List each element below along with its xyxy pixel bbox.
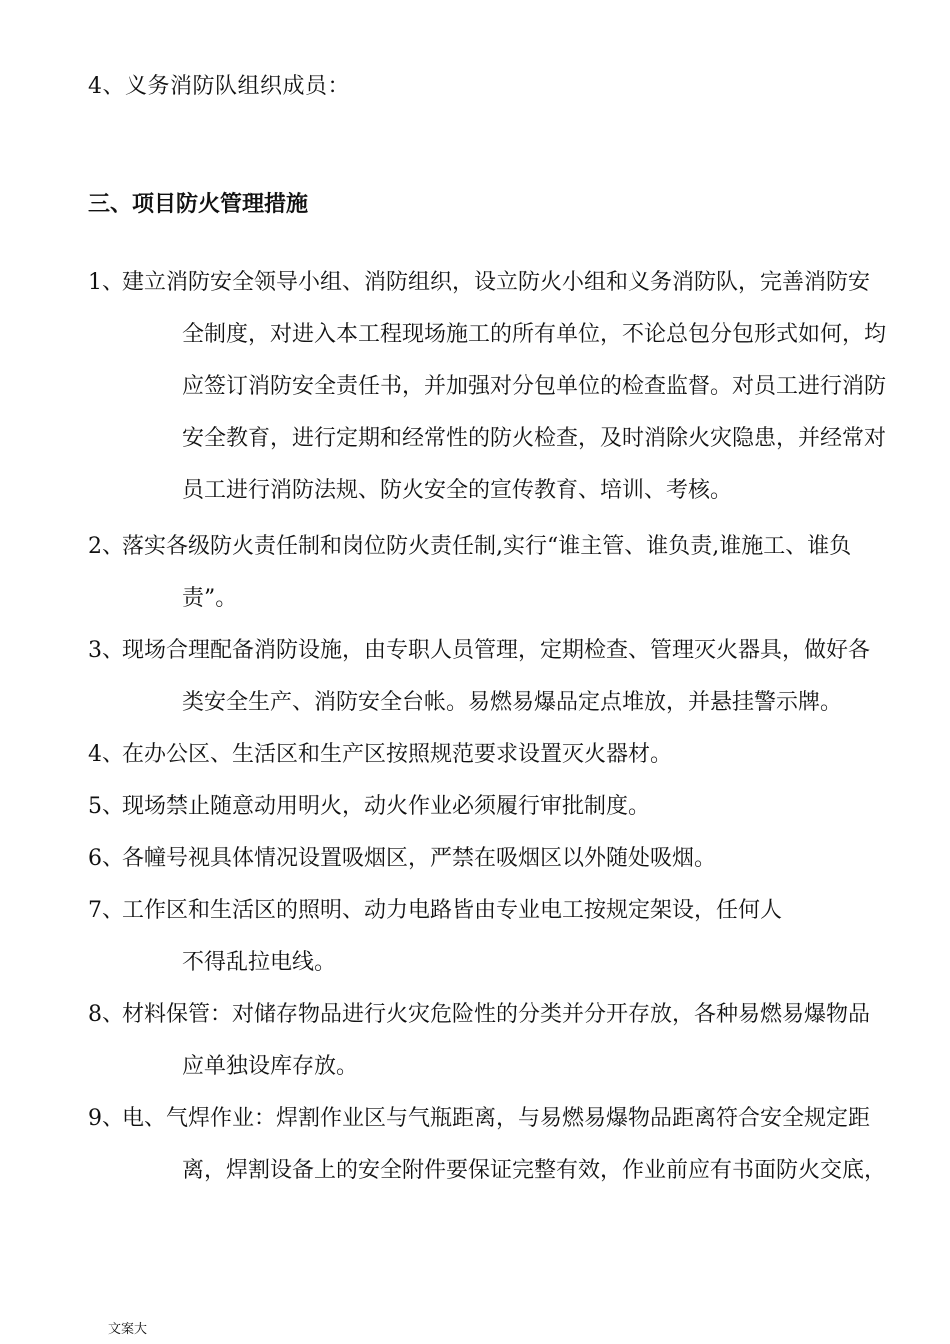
intro-line: 4、义务消防队组织成员： <box>88 74 350 99</box>
item-text-first-line: 现场合理配备消防设施，由专职人员管理，定期检查、管理灭火器具，做好各 <box>122 638 871 663</box>
item-text-continuation: 离，焊割设备上的安全附件要保证完整有效，作业前应有书面防火交底， <box>182 1158 887 1183</box>
item-text-first-line: 各幢号视具体情况设置吸烟区，严禁在吸烟区以外随处吸烟。 <box>122 846 717 871</box>
item-number: 7、 <box>88 898 124 923</box>
item-number: 5、 <box>88 794 124 819</box>
list-item <box>88 833 930 885</box>
item-text-continuation: 责”。 <box>182 586 238 611</box>
item-text-first-line: 在办公区、生活区和生产区按照规范要求设置灭火器材。 <box>122 742 673 767</box>
item-text-first-line: 工作区和生活区的照明、动力电路皆由专业电工按规定架设，任何人 <box>122 898 783 923</box>
list-item <box>88 729 930 781</box>
item-text-continuation: 应签订消防安全责任书，并加强对分包单位的检查监督。对员工进行消防 <box>182 374 887 399</box>
item-text-first-line: 落实各级防火责任制和岗位防火责任制,实行“谁主管、谁负责,谁施工、谁负 <box>122 534 852 559</box>
section-heading: 三、项目防火管理措施 <box>88 192 309 217</box>
item-number: 1、 <box>88 270 124 295</box>
item-number: 9、 <box>88 1106 124 1131</box>
item-number: 4、 <box>88 742 124 767</box>
list-item <box>88 781 930 833</box>
list-item <box>88 989 930 1093</box>
list-item <box>88 257 930 517</box>
item-number: 8、 <box>88 1002 124 1027</box>
item-text-continuation: 全制度，对进入本工程现场施工的所有单位，不论总包分包形式如何，均 <box>182 322 887 347</box>
item-text-first-line: 材料保管：对储存物品进行火灾危险性的分类并分开存放，各种易燃易爆物品 <box>122 1002 871 1027</box>
item-number: 3、 <box>88 638 124 663</box>
footer-text: 文案大 <box>108 1322 148 1337</box>
item-number: 6、 <box>88 846 124 871</box>
list-item <box>88 885 930 989</box>
item-text-first-line: 现场禁止随意动用明火，动火作业必须履行审批制度。 <box>122 794 651 819</box>
item-text-first-line: 建立消防安全领导小组、消防组织，设立防火小组和义务消防队，完善消防安 <box>122 270 871 295</box>
item-number: 2、 <box>88 534 124 559</box>
list-item <box>88 1093 930 1197</box>
item-text-continuation: 员工进行消防法规、防火安全的宣传教育、培训、考核。 <box>182 478 733 503</box>
list-item <box>88 521 930 625</box>
item-text-first-line: 电、气焊作业：焊割作业区与气瓶距离，与易燃易爆物品距离符合安全规定距 <box>122 1106 871 1131</box>
item-text-continuation: 安全教育，进行定期和经常性的防火检查，及时消除火灾隐患，并经常对 <box>182 426 887 451</box>
item-text-continuation: 应单独设库存放。 <box>182 1054 359 1079</box>
item-text-continuation: 不得乱拉电线。 <box>182 950 337 975</box>
item-text-continuation: 类安全生产、消防安全台帐。易燃易爆品定点堆放，并悬挂警示牌。 <box>182 690 843 715</box>
list-item <box>88 625 930 729</box>
